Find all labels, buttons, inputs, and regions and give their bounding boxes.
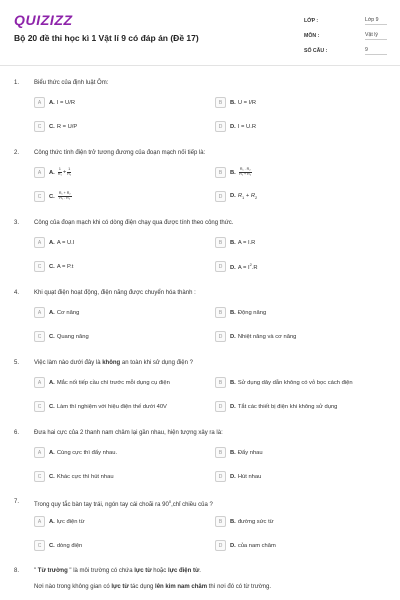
option-text: Cùng cực thì đẩy nhau. [56,449,118,456]
option-badge: A [34,97,45,108]
question-number: 2. [14,150,20,156]
option-a[interactable] [34,516,85,527]
page-title: Bộ 20 đề thi học kì 1 Vật lí 9 có đáp án (Đề 17) [14,33,199,43]
option-badge: C [34,471,45,482]
option-badge: C [34,331,45,342]
question-text: Việc làm nào dưới đây là không an toàn khi sử dụng điện ? [34,360,193,366]
option-d[interactable]: D D. $R_1 + R_2$ [215,191,257,202]
meta-value: Vật lý [365,32,387,40]
option-d[interactable] [215,471,261,482]
option-letter: B. [230,518,236,525]
option-badge: A [34,237,45,248]
option-c[interactable] [34,471,114,482]
option-badge: B [215,97,226,108]
option-a[interactable] [34,237,74,248]
option-badge: A [34,516,45,527]
option-badge: B [215,447,226,458]
option-letter: C. [49,123,55,130]
option-badge: B [215,516,226,527]
meta-info [304,13,392,58]
meta-key: MÔN : [304,32,320,39]
option-text: A = P.t [56,263,74,270]
option-badge: D [215,471,226,482]
option-d[interactable] [215,401,337,412]
meta-row-class [304,13,392,28]
option-b[interactable] [215,237,255,248]
option-c[interactable] [34,540,82,551]
fraction: $\frac{1}{\text{R₁}}$ [57,167,62,176]
option-d[interactable] [215,331,296,342]
option-d[interactable] [215,121,256,132]
option-text: Đẩy nhau [237,449,263,456]
option-a[interactable]: A A. $\frac{1}{\text{R₁}}$ + $\frac{1}{\text{R₂}}$ [34,167,72,178]
option-badge: C [34,261,45,272]
question-text: Công thức tính điện trở tương đương của đoạn mạch nối tiếp là: [34,150,206,156]
option-badge: C [34,121,45,132]
option-d[interactable] [215,540,276,551]
option-letter: D. [230,264,236,271]
option-b[interactable] [215,447,263,458]
option-letter: B. [230,379,236,386]
quizizz-logo: QUIZIZZ [14,12,73,28]
option-text: Động năng [237,309,267,316]
question-text: Đưa hai cực của 2 thanh nam châm lại gần nhau, hiện tượng xảy ra là: [34,430,223,436]
option-a[interactable] [34,377,170,388]
option-text: đường sức từ [237,518,274,525]
option-badge: D [215,121,226,132]
question-text-line-1: " Từ trường " là môi trường có chứa lực từ hoặc lực điện từ. [34,568,201,574]
meta-value: 9 [365,47,387,55]
option-badge: A [34,167,45,178]
option-badge: C [34,540,45,551]
question-text: Công của đoạn mạch khi có dòng điện chạy qua được tính theo công thức. [34,220,234,226]
option-badge: D [215,191,226,202]
option-letter: C. [49,473,55,480]
option-text: Khác cực thì hút nhau [56,473,114,480]
option-text: A = I.R [237,239,256,246]
option-letter: C. [49,194,55,201]
option-b[interactable] [215,377,353,388]
option-d[interactable]: D D. $A = I^2.R$ [215,261,258,272]
option-text: lực điện từ [56,518,85,525]
option-b[interactable] [215,167,253,178]
option-b[interactable] [215,97,256,108]
option-c[interactable] [34,261,73,272]
option-letter: A. [49,309,55,316]
fraction: $\frac{\text{R₁ . R₂}}{\text{R₁ + R₂}}$ [239,167,252,176]
option-text: R = U/P [56,123,78,130]
fraction: $\frac{\text{R₁ + R₂}}{\text{R₁ . R₂}}$ [58,191,71,200]
option-letter: D. [230,333,236,340]
option-letter: A. [49,449,55,456]
option-badge: D [215,331,226,342]
option-text: Cơ năng [56,309,80,316]
option-letter: A. [49,239,55,246]
option-a[interactable] [34,307,79,318]
option-b[interactable] [215,307,266,318]
option-badge: D [215,401,226,412]
option-letter: D. [230,542,236,549]
option-badge: A [34,307,45,318]
option-letter: A. [49,170,55,177]
option-text: của nam châm [237,542,276,549]
option-text: Nhiệt năng và cơ năng [237,333,297,340]
option-text: Mắc nối tiếp cầu chì trước mỗi dụng cụ điện [56,379,170,386]
option-letter: C. [49,542,55,549]
option-letter: B. [230,309,236,316]
meta-key: SỐ CÂU : [304,47,328,54]
question-number: 8. [14,568,20,574]
option-a[interactable] [34,447,117,458]
option-text: A = U.I [56,239,75,246]
option-a[interactable] [34,97,75,108]
option-letter: B. [230,239,236,246]
question-number: 3. [14,220,20,226]
question-number: 6. [14,430,20,436]
option-letter: B. [230,449,236,456]
option-text: Làm thí nghiệm với hiệu điện thế dưới 40V [56,403,167,410]
question-number: 7. [14,499,20,505]
option-letter: B. [230,170,236,177]
question-number: 4. [14,290,20,296]
meta-row-count [304,43,392,58]
option-letter: D. [230,192,236,199]
option-b[interactable] [215,516,274,527]
option-text: Tắt các thiết bị điện khi không sử dụng [237,403,338,410]
question-text: Khi quạt điện hoạt động, điện năng được chuyển hóa thành : [34,290,196,296]
option-badge: D [215,261,226,272]
option-letter: D. [230,403,236,410]
fraction: $\frac{1}{\text{R₂}}$ [67,167,72,176]
option-letter: A. [49,518,55,525]
option-c[interactable] [34,191,73,202]
option-badge: B [215,377,226,388]
option-text: A = I [237,264,250,271]
meta-row-subject [304,28,392,43]
option-letter: C. [49,333,55,340]
option-text: dòng điện [56,542,83,549]
option-badge: C [34,191,45,202]
option-badge: B [215,167,226,178]
option-text: I = U/R [56,99,76,106]
meta-key: LỚP : [304,17,319,24]
question-text-line-2: Nơi nào trong không gian có lực từ tác dụng lên kim nam châm thì nơi đó có từ trường. [34,584,272,590]
option-badge: A [34,447,45,458]
option-c[interactable] [34,121,77,132]
option-letter: A. [49,379,55,386]
option-letter: D. [230,473,236,480]
option-badge: C [34,401,45,412]
option-badge: A [34,377,45,388]
meta-value: Lớp 9 [365,17,387,25]
option-text: U = I/R [237,99,257,106]
option-badge: B [215,307,226,318]
option-c[interactable] [34,401,167,412]
option-text: I = U.R [237,123,257,130]
header [0,0,400,66]
option-text: Hút nhau [237,473,262,480]
option-badge: D [215,540,226,551]
option-letter: C. [49,263,55,270]
option-letter: A. [49,99,55,106]
option-badge: B [215,237,226,248]
question-number: 5. [14,360,20,366]
option-letter: D. [230,123,236,130]
option-letter: C. [49,403,55,410]
option-text: Sử dụng dây dẫn không có vỏ bọc cách điện [237,379,353,386]
option-letter: B. [230,99,236,106]
option-text: Quang năng [56,333,89,340]
option-c[interactable] [34,331,89,342]
question-text: Biểu thức của định luật Ôm: [34,80,109,86]
question-text: Trong quy tắc bàn tay trái, ngón tay cái choãi ra $90^0,chỉ$ chiều của ? [34,499,213,508]
question-number: 1. [14,80,20,86]
